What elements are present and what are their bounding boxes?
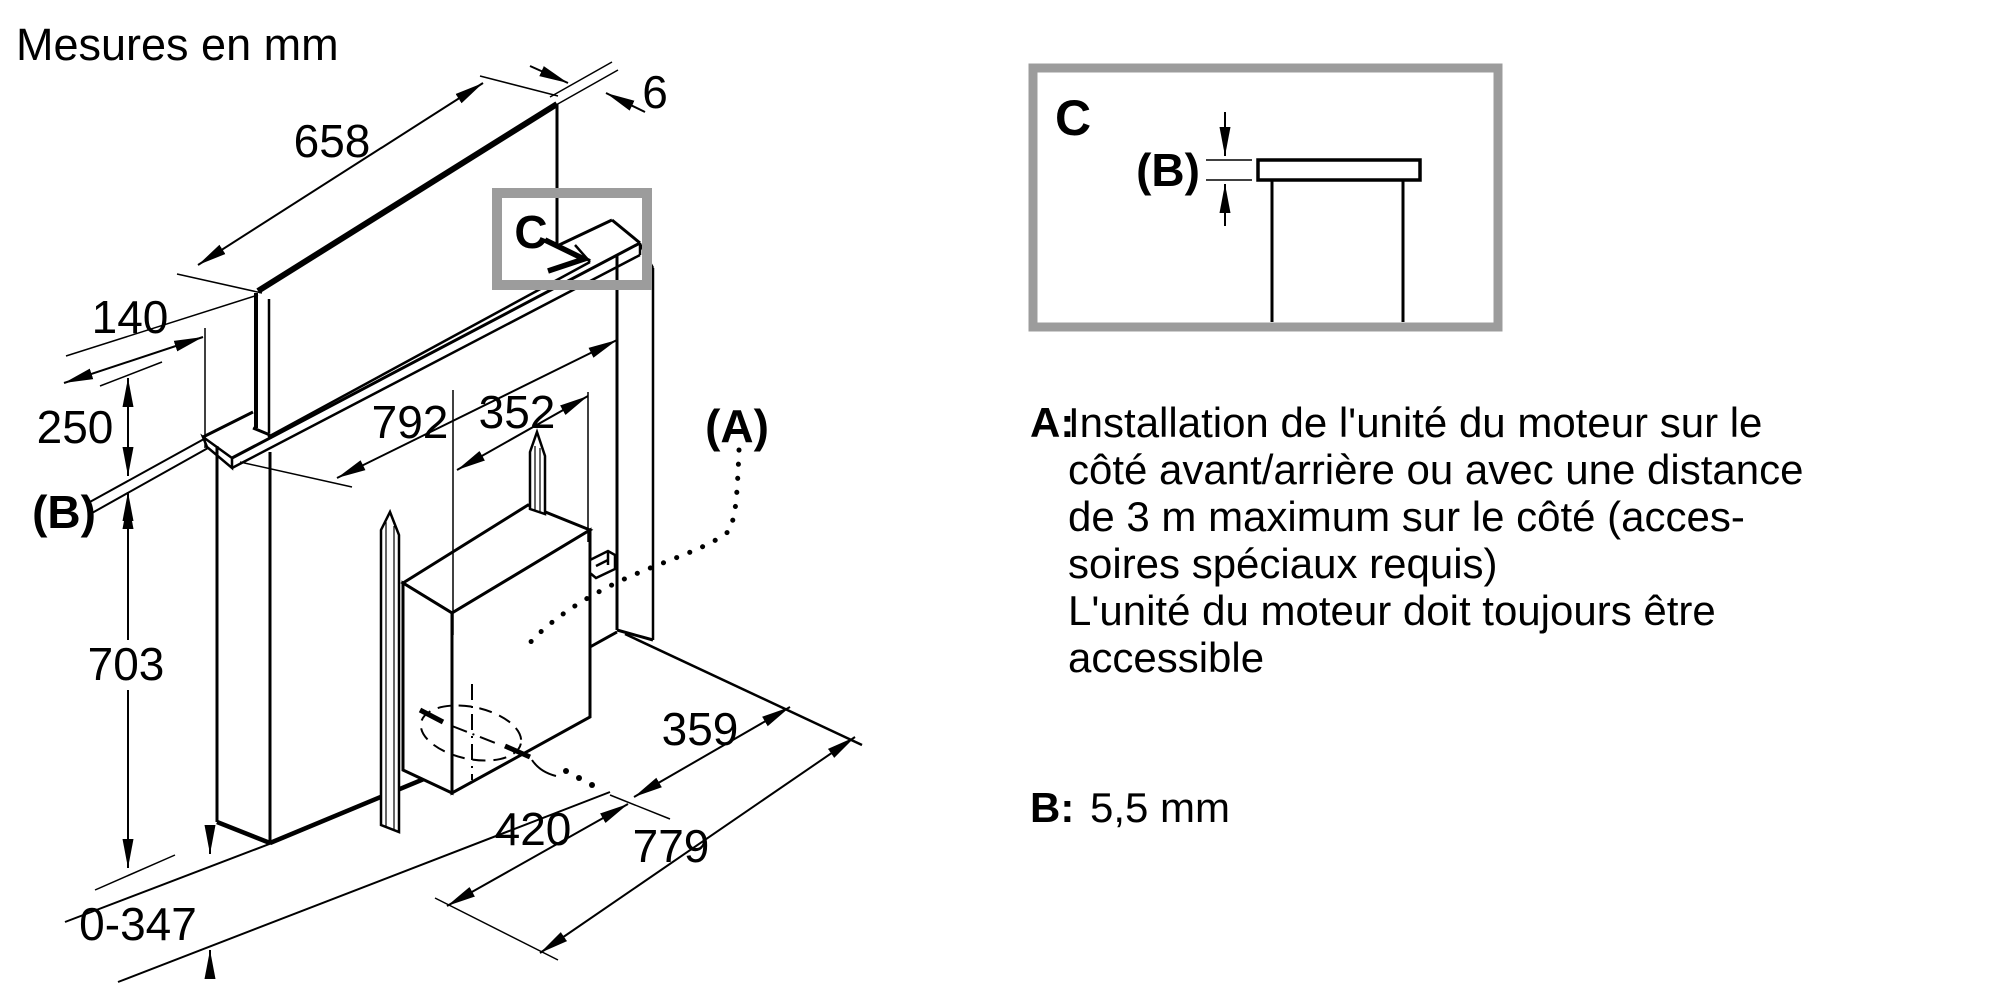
- dim-779: 779: [632, 820, 710, 872]
- detail-frame: [1033, 68, 1498, 327]
- note-a-line-3: de 3 m maximum sur le côté (acces-: [1068, 493, 1745, 540]
- dim-0-347: 0-347: [79, 898, 197, 950]
- dim-352: 352: [478, 386, 556, 438]
- detail-c-label: C: [1055, 90, 1092, 146]
- dim-b-ref: (B): [32, 486, 96, 538]
- detail-ref-c: C: [514, 206, 548, 258]
- note-a-line-4: soires spéciaux requis): [1068, 540, 1498, 587]
- dim-792: 792: [371, 396, 449, 448]
- dimline-6-upper: [530, 66, 568, 83]
- mounting-rail-left: [381, 512, 399, 832]
- note-a-line-1: Installation de l'unité du moteur sur le: [1068, 399, 1763, 446]
- note-a-label: A:: [1030, 399, 1075, 446]
- page-title: Mesures en mm: [16, 19, 339, 70]
- counter-front-edge: [625, 634, 862, 745]
- note-b-value: 5,5 mm: [1090, 784, 1231, 831]
- dimension-lines: [64, 66, 855, 976]
- note-a-line-5: L'unité du moteur doit toujours être: [1068, 587, 1716, 634]
- motor-unit-box: [403, 505, 590, 793]
- dim-703: 703: [87, 638, 165, 690]
- notes-block: [1030, 399, 1803, 831]
- right-side-panel: [617, 244, 862, 745]
- note-b-label: B:: [1030, 784, 1075, 831]
- main-drawing: [64, 62, 862, 982]
- note-a-line-2: côté avant/arrière ou avec une distance: [1068, 446, 1804, 493]
- detail-view-c: [1033, 68, 1498, 327]
- note-a-line-6: accessible: [1068, 634, 1265, 681]
- power-connector: [590, 551, 615, 578]
- dim-6: 6: [642, 66, 668, 118]
- dim-250: 250: [36, 401, 114, 453]
- dim-658: 658: [293, 115, 371, 167]
- motor-ref-a: (A): [705, 400, 769, 452]
- detail-plate: [1258, 160, 1420, 180]
- dimline-140: [64, 337, 203, 383]
- detail-b-label: (B): [1136, 144, 1200, 196]
- mounting-rail-center: [530, 432, 545, 514]
- dim-359: 359: [661, 703, 739, 755]
- glass-corner-chevron: [545, 240, 584, 271]
- dim-420: 420: [494, 803, 572, 855]
- dimline-6-lower: [606, 93, 645, 112]
- dim-140: 140: [91, 291, 169, 343]
